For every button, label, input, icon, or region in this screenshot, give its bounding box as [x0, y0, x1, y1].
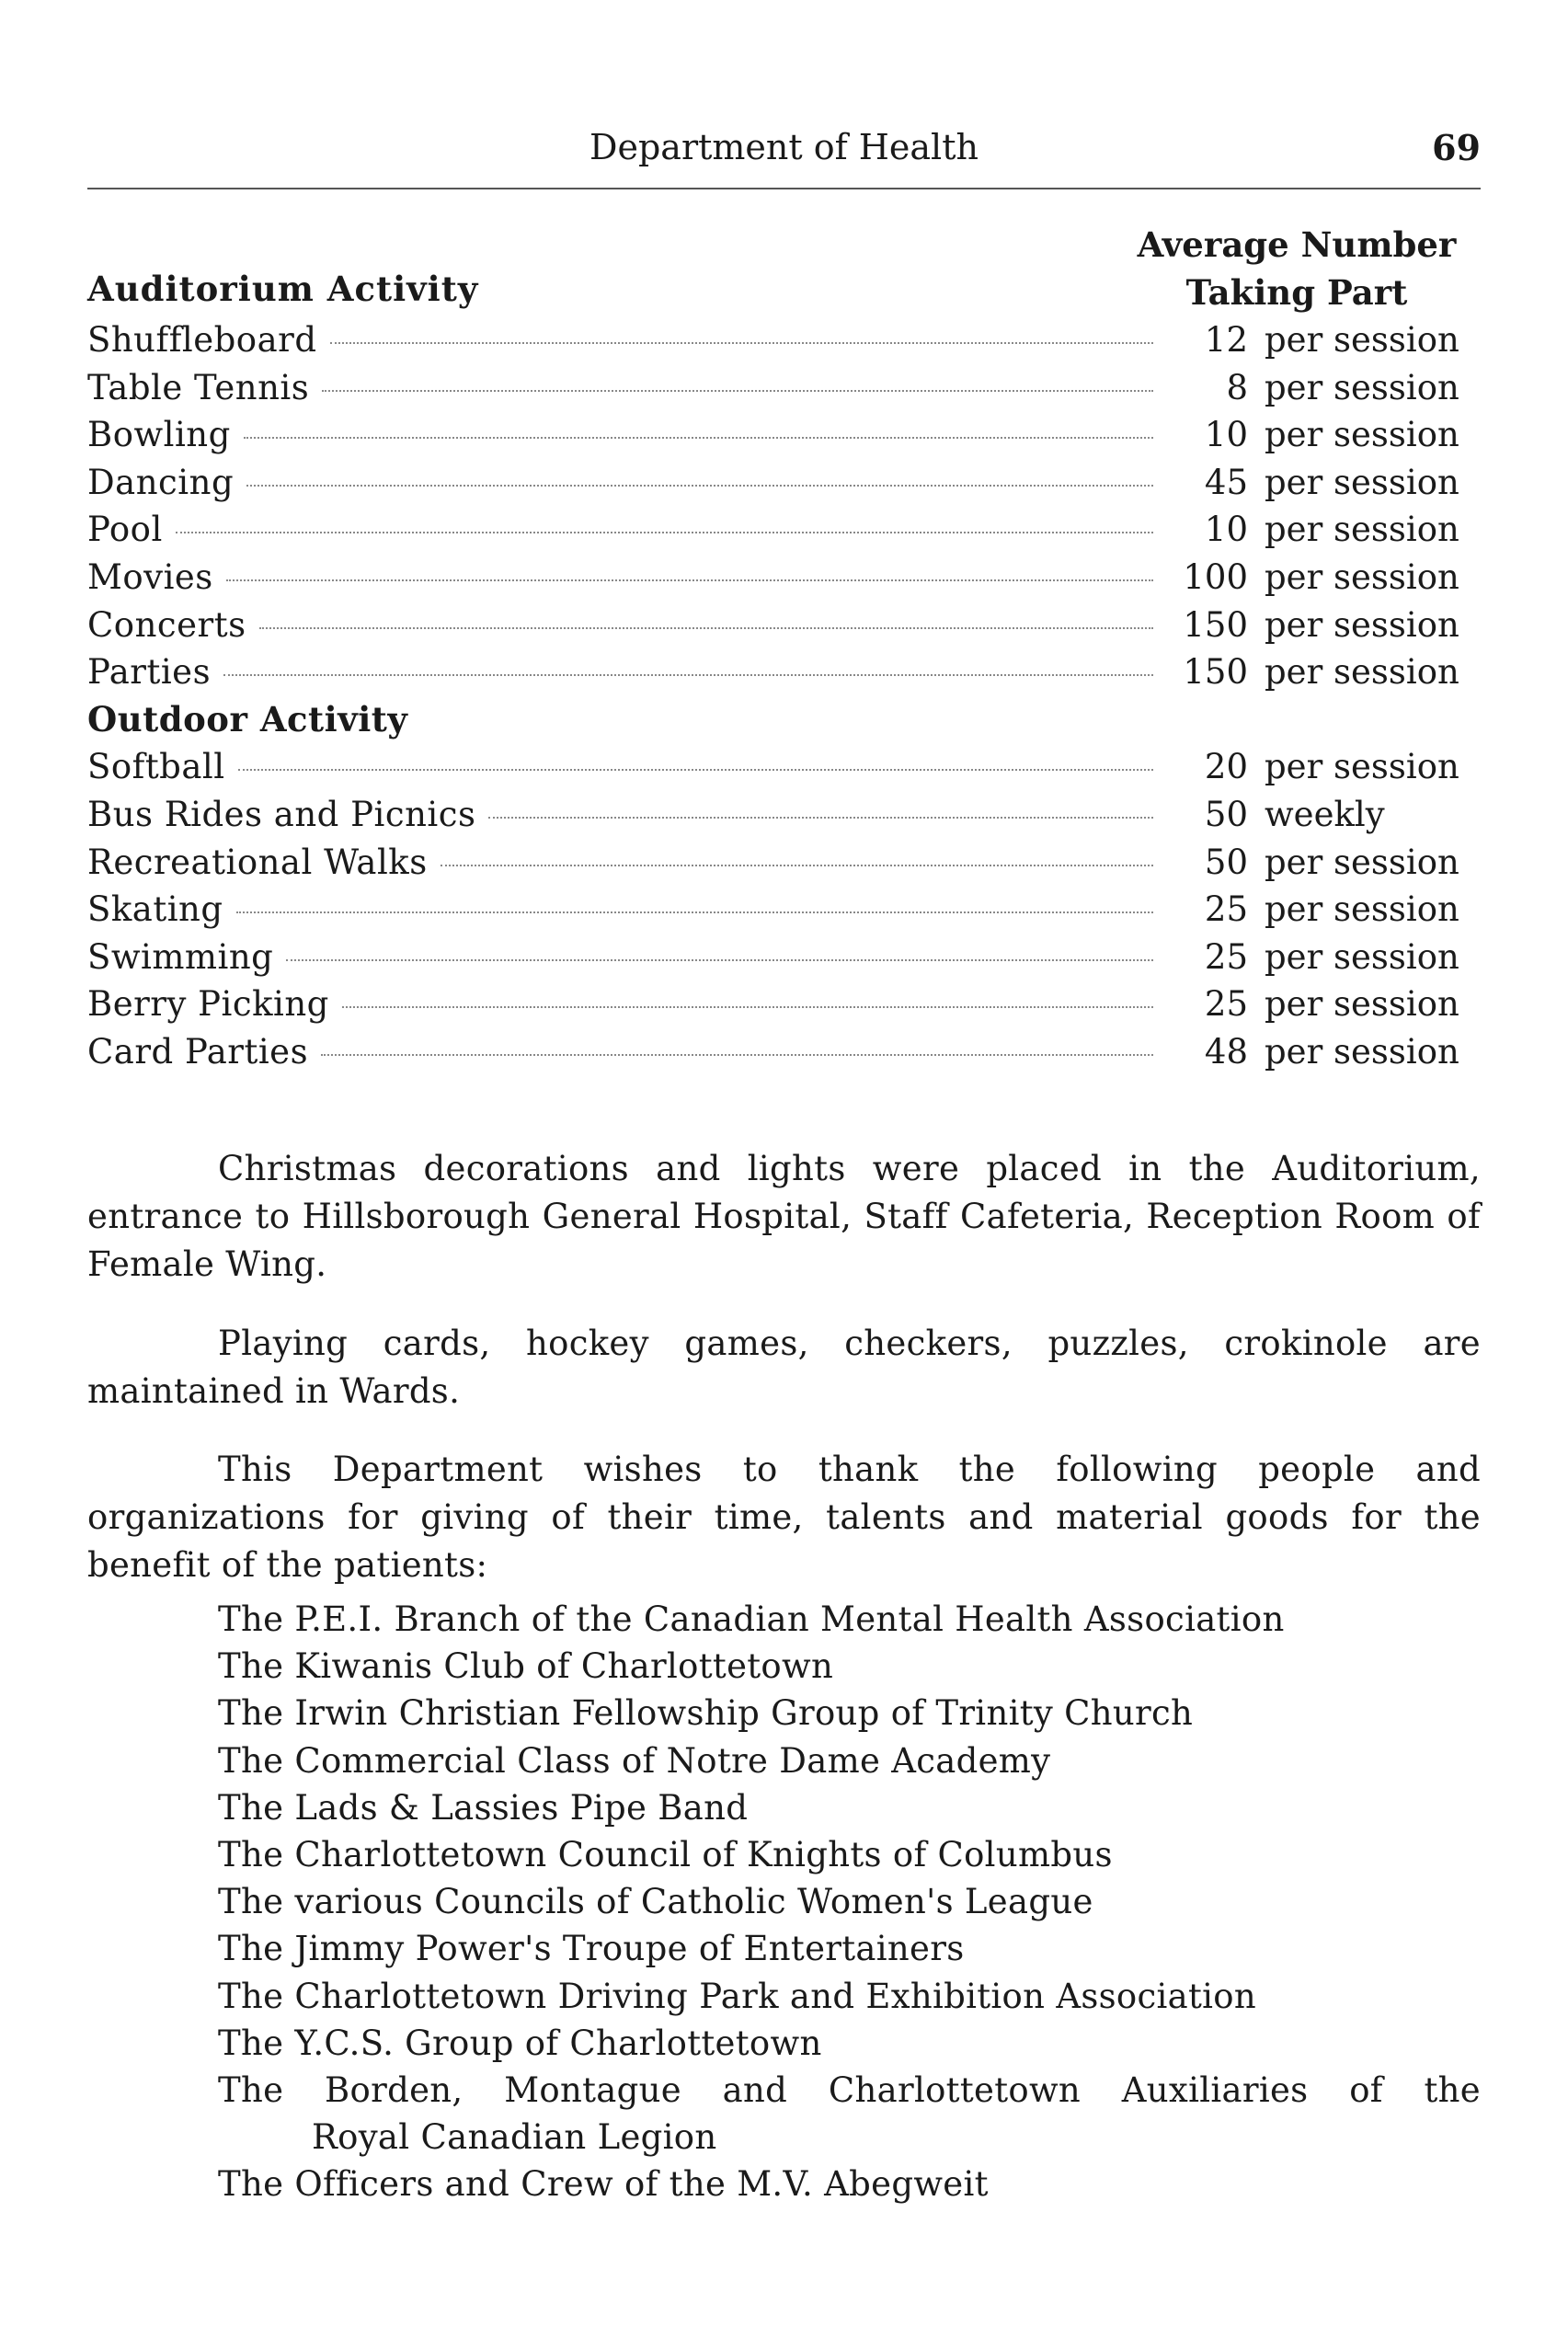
ward-games-paragraph: Playing cards, hockey games, checkers, puzzles, crokinole are maintained in Wards.: [87, 1324, 1481, 1411]
dot-leader: [246, 485, 1153, 487]
activity-count: 50: [1204, 842, 1248, 882]
average-number-heading: [1113, 221, 1481, 316]
list-item: The P.E.I. Branch of the Canadian Mental Health Association: [218, 1599, 1285, 1639]
page-number: 69: [1432, 127, 1481, 168]
dot-leader: [330, 342, 1153, 344]
activity-name: Skating: [87, 889, 223, 930]
activity-unit: per session: [1265, 1031, 1459, 1072]
activity-name: Shuffleboard: [87, 320, 317, 360]
list-item-legion: [218, 2067, 1481, 2161]
header-rule: [87, 188, 1481, 189]
table-row: [87, 1028, 1481, 1076]
table-row: [87, 648, 1481, 696]
activity-name: Dancing: [87, 462, 235, 502]
table-row: [87, 459, 1481, 507]
list-item: The various Councils of Catholic Women's League: [218, 1882, 1093, 1922]
activity-name: Concerts: [87, 604, 246, 645]
activity-table: [87, 316, 1481, 1076]
list-item: The Jimmy Power's Troupe of Entertainers: [218, 1929, 965, 1969]
thanks-paragraph: This Department wishes to thank the following people and organizations for giving of their time, talents and material goods for the benefit of the patients:: [87, 1450, 1481, 1585]
average-number-heading-line2: Taking Part: [1185, 272, 1408, 313]
activity-name: Parties: [87, 652, 212, 693]
table-row: [87, 411, 1481, 459]
list-item: The Irwin Christian Fellowship Group of Trinity Church: [218, 1693, 1194, 1734]
running-title: Department of Health: [589, 127, 979, 167]
activity-count: 48: [1204, 1031, 1248, 1072]
dot-leader: [223, 674, 1153, 676]
dot-leader: [236, 911, 1153, 913]
table-row: [87, 554, 1481, 602]
dot-leader: [226, 579, 1153, 581]
activity-unit: per session: [1265, 889, 1459, 930]
table-row: [87, 839, 1481, 887]
list-item: The Charlottetown Council of Knights of Columbus: [218, 1835, 1113, 1875]
dot-leader: [259, 627, 1153, 629]
activity-unit: per session: [1265, 936, 1459, 977]
table-header: [87, 221, 1481, 322]
table-row: [87, 980, 1481, 1028]
activity-unit: per session: [1265, 556, 1459, 597]
dot-leader: [441, 865, 1153, 866]
dot-leader: [322, 390, 1153, 392]
list-item: The Commercial Class of Notre Dame Academy: [218, 1740, 1051, 1781]
activity-name: Bowling: [87, 415, 231, 455]
activity-count: 150: [1183, 652, 1248, 693]
activity-count: 10: [1204, 415, 1248, 455]
activity-unit: per session: [1265, 604, 1459, 645]
dot-leader: [238, 769, 1153, 771]
activity-count: 150: [1183, 604, 1248, 645]
table-row: [87, 934, 1481, 981]
activity-name: Swimming: [87, 936, 274, 977]
activity-unit: per session: [1265, 510, 1459, 550]
activity-unit: per session: [1265, 652, 1459, 693]
list-item: The Charlottetown Driving Park and Exhibition Association: [218, 1976, 1257, 2016]
activity-count: 25: [1204, 889, 1248, 930]
activity-count: 12: [1204, 320, 1248, 360]
activity-unit: per session: [1265, 842, 1459, 882]
outdoor-activity-heading: Outdoor Activity: [87, 698, 408, 739]
activity-count: 45: [1204, 462, 1248, 502]
activity-count: 10: [1204, 510, 1248, 550]
dot-leader: [342, 1006, 1153, 1008]
table-row: [87, 743, 1481, 791]
table-row: [87, 791, 1481, 839]
activity-count: 100: [1183, 556, 1248, 597]
activity-unit: per session: [1265, 320, 1459, 360]
list-item: The Kiwanis Club of Charlottetown: [218, 1646, 834, 1687]
activity-name: Card Parties: [87, 1031, 309, 1072]
activity-name: Recreational Walks: [87, 842, 428, 882]
dot-leader: [488, 817, 1153, 819]
activity-name: Pool: [87, 510, 163, 550]
dot-leader: [176, 532, 1153, 533]
activity-unit: per session: [1265, 984, 1459, 1025]
average-number-heading-line1: Average Number: [1137, 224, 1457, 265]
legion-line-2: Royal Canadian Legion: [312, 2117, 717, 2158]
activity-count: 25: [1204, 984, 1248, 1025]
activity-name: Softball: [87, 747, 225, 787]
activity-count: 8: [1226, 367, 1248, 407]
activity-count: 25: [1204, 936, 1248, 977]
dot-leader: [286, 959, 1153, 961]
list-item: The Lads & Lassies Pipe Band: [218, 1787, 749, 1828]
table-row: [87, 506, 1481, 554]
activity-name: Berry Picking: [87, 984, 329, 1025]
page-header: [87, 127, 1481, 182]
table-row: [87, 316, 1481, 364]
table-row: [87, 602, 1481, 649]
auditorium-activity-heading: Auditorium Activity: [87, 269, 479, 309]
outdoor-activity-heading-row: [87, 696, 1481, 744]
list-item: The Y.C.S. Group of Charlottetown: [218, 2023, 822, 2063]
activity-name: Bus Rides and Picnics: [87, 794, 476, 834]
organization-list: [218, 1596, 1481, 2208]
activity-name: Table Tennis: [87, 367, 310, 407]
activity-unit: per session: [1265, 747, 1459, 787]
activity-unit: per session: [1265, 415, 1459, 455]
legion-line-1: The Borden, Montague and Charlottetown Auxiliaries of the: [218, 2070, 1481, 2111]
activity-count: 20: [1204, 747, 1248, 787]
activity-unit: per session: [1265, 462, 1459, 502]
dot-leader: [321, 1054, 1153, 1056]
dot-leader: [244, 437, 1153, 439]
activity-count: 50: [1204, 794, 1248, 834]
list-item: The Officers and Crew of the M.V. Abegweit: [218, 2164, 989, 2205]
activity-unit: weekly: [1265, 794, 1385, 834]
activity-name: Movies: [87, 556, 213, 597]
table-row: [87, 364, 1481, 412]
table-row: [87, 886, 1481, 934]
activity-unit: per session: [1265, 367, 1459, 407]
christmas-paragraph: Christmas decorations and lights were placed in the Auditorium, entrance to Hillsborough General Hospital, Staff Cafeteria, Reception Room of Female Wing.: [87, 1149, 1481, 1284]
